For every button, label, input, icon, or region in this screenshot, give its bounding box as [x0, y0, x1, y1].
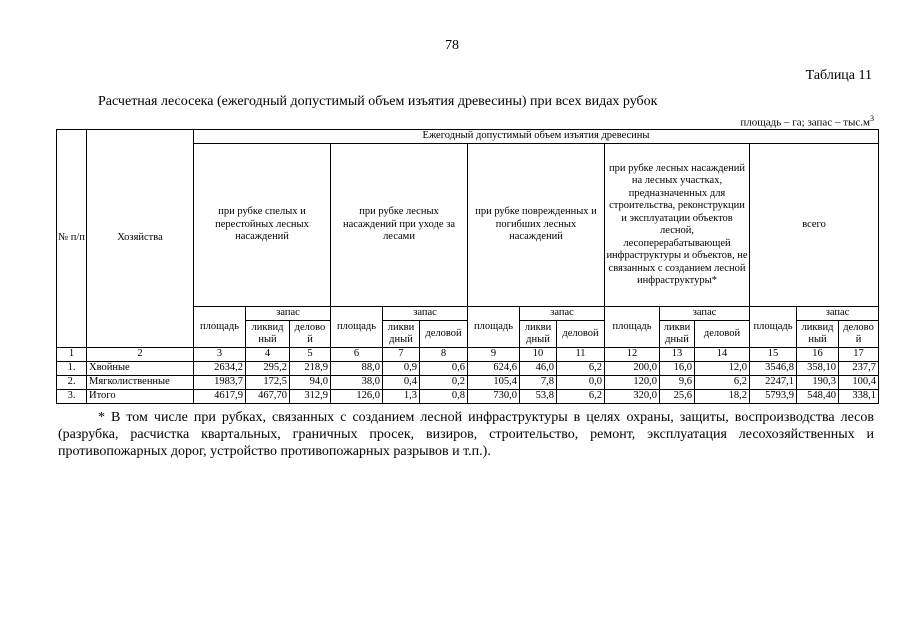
- header-business: деловой: [557, 321, 605, 348]
- header-liquid: ликви дный: [383, 321, 420, 348]
- table-cell: 6,2: [557, 389, 605, 403]
- header-liquid: ликви дный: [520, 321, 557, 348]
- table-cell: 1,3: [383, 389, 420, 403]
- table-cell: 172,5: [246, 375, 290, 389]
- table-cell: 3546,8: [750, 361, 797, 375]
- table-cell: 18,2: [695, 389, 750, 403]
- table-cell: 2247,1: [750, 375, 797, 389]
- column-number: 13: [660, 348, 695, 362]
- header-group-mature: при рубке спелых и перестойных лесных насаждений: [194, 144, 331, 307]
- table-cell: 2634,2: [194, 361, 246, 375]
- row-name: Мягколиственные: [87, 375, 194, 389]
- table-cell: 9,6: [660, 375, 695, 389]
- header-stock: запас: [797, 307, 879, 321]
- table-cell: 0,6: [420, 361, 468, 375]
- column-number: 6: [331, 348, 383, 362]
- allowable-cut-table: [56, 129, 879, 404]
- units-text: площадь – га; запас – тыс.м: [740, 116, 870, 129]
- header-stock: запас: [246, 307, 331, 321]
- table-cell: 6,2: [557, 361, 605, 375]
- column-number: 9: [468, 348, 520, 362]
- row-name: Итого: [87, 389, 194, 403]
- table-cell: 5793,9: [750, 389, 797, 403]
- footnote: * В том числе при рубках, связанных с созданием лесной инфраструктуры в целях охраны, защиты, воспроизводства лесов (разрубка, расчистка квартальных, граничных просек, визиров, строительство, ремонт, эксплуатация лесохозяйственных и противопожарных дорог, устройство противопожарных разрывов и т.п.).: [58, 410, 874, 459]
- column-number: 14: [695, 348, 750, 362]
- header-group-total: всего: [750, 144, 879, 307]
- header-top: Ежегодный допустимый объем изъятия древесины: [194, 130, 879, 144]
- header-business: делово й: [290, 321, 331, 348]
- table-cell: 467,70: [246, 389, 290, 403]
- table-cell: 6,2: [695, 375, 750, 389]
- row-name: Хвойные: [87, 361, 194, 375]
- table-cell: 295,2: [246, 361, 290, 375]
- table-cell: 126,0: [331, 389, 383, 403]
- header-stock: запас: [520, 307, 605, 321]
- table-cell: 0,2: [420, 375, 468, 389]
- column-number: 5: [290, 348, 331, 362]
- header-stock: запас: [660, 307, 750, 321]
- table-cell: 0,9: [383, 361, 420, 375]
- header-liquid: ликвид ный: [797, 321, 839, 348]
- column-number: 10: [520, 348, 557, 362]
- column-number: 17: [839, 348, 879, 362]
- table-cell: 358,10: [797, 361, 839, 375]
- units-note: [740, 114, 874, 129]
- header-farms: Хозяйства: [87, 130, 194, 348]
- header-business: делово й: [839, 321, 879, 348]
- column-number: 15: [750, 348, 797, 362]
- units-superscript: 3: [870, 114, 874, 123]
- column-number-row: [57, 348, 879, 362]
- table-label: Таблица 11: [805, 68, 872, 83]
- table-cell: 0,4: [383, 375, 420, 389]
- table-title: Расчетная лесосека (ежегодный допустимый объем изъятия древесины) при всех видах рубок: [98, 94, 658, 109]
- table-cell: 548,40: [797, 389, 839, 403]
- header-group-thinning: при рубке лесных насаждений при уходе за лесами: [331, 144, 468, 307]
- table-cell: 38,0: [331, 375, 383, 389]
- table-cell: 4617,9: [194, 389, 246, 403]
- table-cell: 237,7: [839, 361, 879, 375]
- table-cell: 7,8: [520, 375, 557, 389]
- table-cell: 105,4: [468, 375, 520, 389]
- header-liquid: ликвид ный: [246, 321, 290, 348]
- table-cell: 0,0: [557, 375, 605, 389]
- column-number: 12: [605, 348, 660, 362]
- table-row: [57, 375, 879, 389]
- table-cell: 218,9: [290, 361, 331, 375]
- column-number: 8: [420, 348, 468, 362]
- table-cell: 190,3: [797, 375, 839, 389]
- table-cell: 25,6: [660, 389, 695, 403]
- header-row-top: [57, 130, 879, 144]
- column-number: 7: [383, 348, 420, 362]
- table-cell: 16,0: [660, 361, 695, 375]
- header-group-damaged: при рубке поврежденных и погибших лесных насаждений: [468, 144, 605, 307]
- table-cell: 1983,7: [194, 375, 246, 389]
- table-cell: 94,0: [290, 375, 331, 389]
- table-cell: 200,0: [605, 361, 660, 375]
- column-number: 1: [57, 348, 87, 362]
- column-number: 2: [87, 348, 194, 362]
- table-cell: 312,9: [290, 389, 331, 403]
- column-number: 4: [246, 348, 290, 362]
- row-number: 2.: [57, 375, 87, 389]
- table-cell: 624,6: [468, 361, 520, 375]
- header-business: деловой: [420, 321, 468, 348]
- header-liquid: ликви дный: [660, 321, 695, 348]
- table-row: [57, 361, 879, 375]
- table-cell: 100,4: [839, 375, 879, 389]
- header-num: № п/п: [57, 130, 87, 348]
- table-cell: 88,0: [331, 361, 383, 375]
- page-number: 78: [445, 38, 459, 53]
- table-cell: 338,1: [839, 389, 879, 403]
- column-number: 3: [194, 348, 246, 362]
- table-cell: 730,0: [468, 389, 520, 403]
- column-number: 16: [797, 348, 839, 362]
- header-area: площадь: [605, 307, 660, 348]
- header-group-infrastructure: при рубке лесных насаждений на лесных участках, предназначенных для строительства, реконструкции и эксплуатации объектов лесной, лесоперерабатывающей инфраструктуры и объектов, не связанных с созданием лесной инфраструктуры*: [605, 144, 750, 307]
- table-cell: 320,0: [605, 389, 660, 403]
- header-stock: запас: [383, 307, 468, 321]
- table-cell: 46,0: [520, 361, 557, 375]
- header-area: площадь: [331, 307, 383, 348]
- row-number: 1.: [57, 361, 87, 375]
- row-number: 3.: [57, 389, 87, 403]
- header-area: площадь: [750, 307, 797, 348]
- header-area: площадь: [468, 307, 520, 348]
- table-row: [57, 389, 879, 403]
- header-business: деловой: [695, 321, 750, 348]
- column-number: 11: [557, 348, 605, 362]
- header-area: площадь: [194, 307, 246, 348]
- table-cell: 0,8: [420, 389, 468, 403]
- table-cell: 12,0: [695, 361, 750, 375]
- table-cell: 120,0: [605, 375, 660, 389]
- table-cell: 53,8: [520, 389, 557, 403]
